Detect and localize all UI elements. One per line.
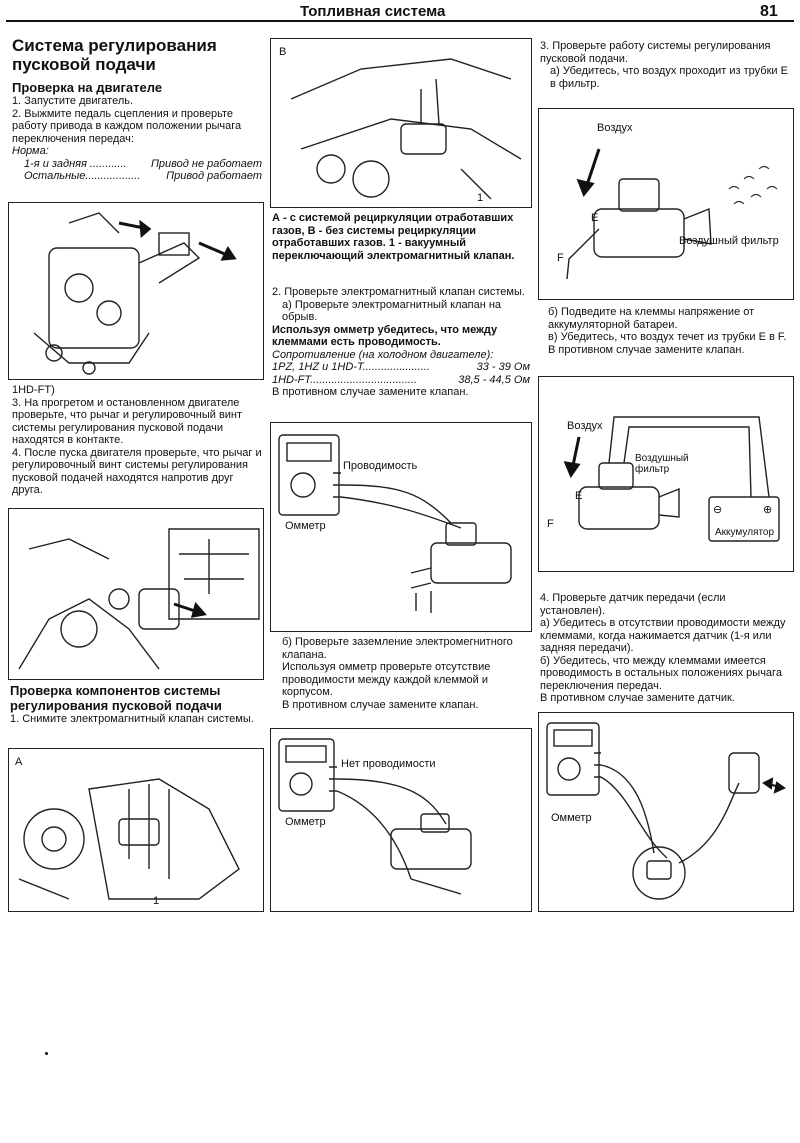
step-3c: в) Убедитесь, что воздух течет из трубки Е в F. В противном случае замените клапан. [548, 331, 787, 356]
air-filter-label: Воздушный фильтр [679, 235, 779, 247]
battery-minus-terminal: ⊖ [713, 504, 723, 516]
ohmmeter-label: Омметр [285, 816, 326, 828]
subsection-title-engine-check: Проверка на двигателе [12, 80, 163, 95]
step-3-system-check: 3. Проверьте работу системы регулирования пусковой подачи. [540, 40, 771, 65]
step-4-gear-sensor: 4. Проверьте датчик передачи (если установлен). [540, 592, 726, 617]
resistance-engine: 1PZ, 1HZ и 1HD-T...................... [272, 361, 430, 373]
resistance-value: 38,5 - 44,5 Ом [458, 373, 530, 386]
air-label: Воздух [597, 122, 633, 134]
battery-label: Аккумулятор [715, 527, 775, 538]
figure-gear-sensor [538, 712, 794, 912]
middle-column-text [272, 286, 530, 399]
else-replace-valve-2: В противном случае замените клапан. [282, 698, 479, 711]
figure-b-number: 1 [477, 192, 484, 204]
left-column-mid [12, 384, 262, 497]
step-1: 1. Запустите двигатель. [12, 95, 134, 107]
header-rule [6, 20, 794, 22]
resistance-row [272, 361, 530, 374]
port-f-label: F [547, 518, 554, 530]
resistance-engine: 1HD-FT................................... [272, 373, 418, 386]
right-column-bottom [540, 592, 792, 705]
step-4: 4. После пуска двигателя проверьте, что рычаг и регулировочный винт системы регулирования пусковой подачей находятся напротив друг друга. [12, 446, 262, 496]
step-2b: б) Проверьте заземление электромегнитного клапана. [282, 636, 513, 661]
resistance-label: Сопротивление (на холодном двигателе): [272, 348, 494, 361]
figure-a-with-egr [8, 748, 264, 912]
right-column-top [540, 40, 792, 90]
air-filter-label: Воздушный фильтр [635, 453, 689, 475]
port-e-label: E [575, 490, 583, 502]
battery-plus-terminal: ⊕ [763, 504, 773, 516]
step-3a: а) Убедитесь, что воздух проходит из трубки Е в фильтр. [550, 65, 788, 90]
subsection-title-components: Проверка компонентов системы регулирования пусковой подачи [10, 683, 222, 713]
figure-airflow-battery [538, 376, 794, 572]
ohmmeter-label: Омметр [551, 812, 592, 824]
step-4b: б) Убедитесь, что между клеммами имеется проводимость в остальных положениях рычага переключения передач. [540, 654, 782, 692]
norm-row [12, 158, 262, 171]
figure-a-letter: A [15, 756, 23, 768]
continuity-label: Проводимость [343, 460, 418, 472]
step-2a-detail: Используя омметр убедитесь, что между клеммами есть проводимость. [272, 323, 498, 348]
norm-row [12, 170, 262, 183]
norm-key: Остальные.................. [24, 170, 141, 182]
norm-key: 1-я и задняя ............ [24, 157, 127, 170]
resistance-row [272, 374, 530, 387]
ohmmeter-label: Омметр [285, 520, 326, 532]
step-remove-valve: 1. Снимите электромагнитный клапан системы. [10, 713, 254, 725]
step-4a: а) Убедитесь в отсутствии проводимости между клеммами, когда нажимается датчик (1-я или задняя передачи). [540, 617, 786, 654]
right-column-mid [548, 306, 792, 356]
running-header-title: Топливная система [300, 3, 446, 20]
left-column-bottom [10, 683, 262, 726]
left-column-top [12, 36, 262, 183]
figure-airflow-off [538, 108, 794, 300]
figure-b-without-egr [270, 38, 532, 208]
figure-injection-pump [8, 202, 264, 380]
page-number: 81 [760, 3, 778, 20]
page-speck [45, 1052, 48, 1055]
resistance-value: 33 - 39 Ом [476, 361, 530, 373]
no-continuity-label: Нет проводимости [341, 758, 436, 770]
port-e-label: E [591, 212, 599, 224]
air-label: Воздух [567, 420, 603, 432]
engine-code-label: 1HD-FT) [12, 384, 55, 396]
step-3: 3. На прогретом и остановленном двигателе проверьте, что рычаг и регулировочный винт системы регулирования пусковой подачи находятся в контакте. [12, 396, 243, 446]
figure-lever-screw [8, 508, 264, 680]
step-3b: б) Подведите на клеммы напряжение от аккумуляторной батареи. [548, 306, 755, 331]
step-2a: а) Проверьте электромагнитный клапан на обрыв. [282, 298, 502, 323]
figure-a-number: 1 [153, 895, 160, 907]
step-2-check-valve: 2. Проверьте электромагнитный клапан системы. [272, 286, 525, 298]
port-f-label: F [557, 252, 564, 264]
figure-ohmmeter-no-continuity [270, 728, 532, 912]
step-2b-detail: Используя омметр проверьте отсутствие проводимости между каждой клеммой и корпусом. [282, 661, 491, 698]
norm-value: Привод работает [166, 170, 262, 182]
figure-caption: А - с системой рециркуляции отработавших газов, В - без системы рециркуляции отработавших газов. 1 - вакуумный переключающий электромагнитный клапан. [272, 212, 515, 262]
middle-column-text-2 [282, 636, 530, 711]
figure-b-letter: B [279, 46, 287, 58]
norm-label: Норма: [12, 145, 49, 157]
else-replace-sensor: В противном случае замените датчик. [540, 692, 735, 704]
step-2: 2. Выжмите педаль сцепления и проверьте работу привода в каждом положении рычага переключения передач: [12, 107, 242, 145]
figure-ohmmeter-continuity [270, 422, 532, 632]
else-replace-valve: В противном случае замените клапан. [272, 386, 469, 398]
section-title: Система регулирования пусковой подачи [12, 36, 217, 74]
norm-value: Привод не работает [150, 157, 262, 170]
